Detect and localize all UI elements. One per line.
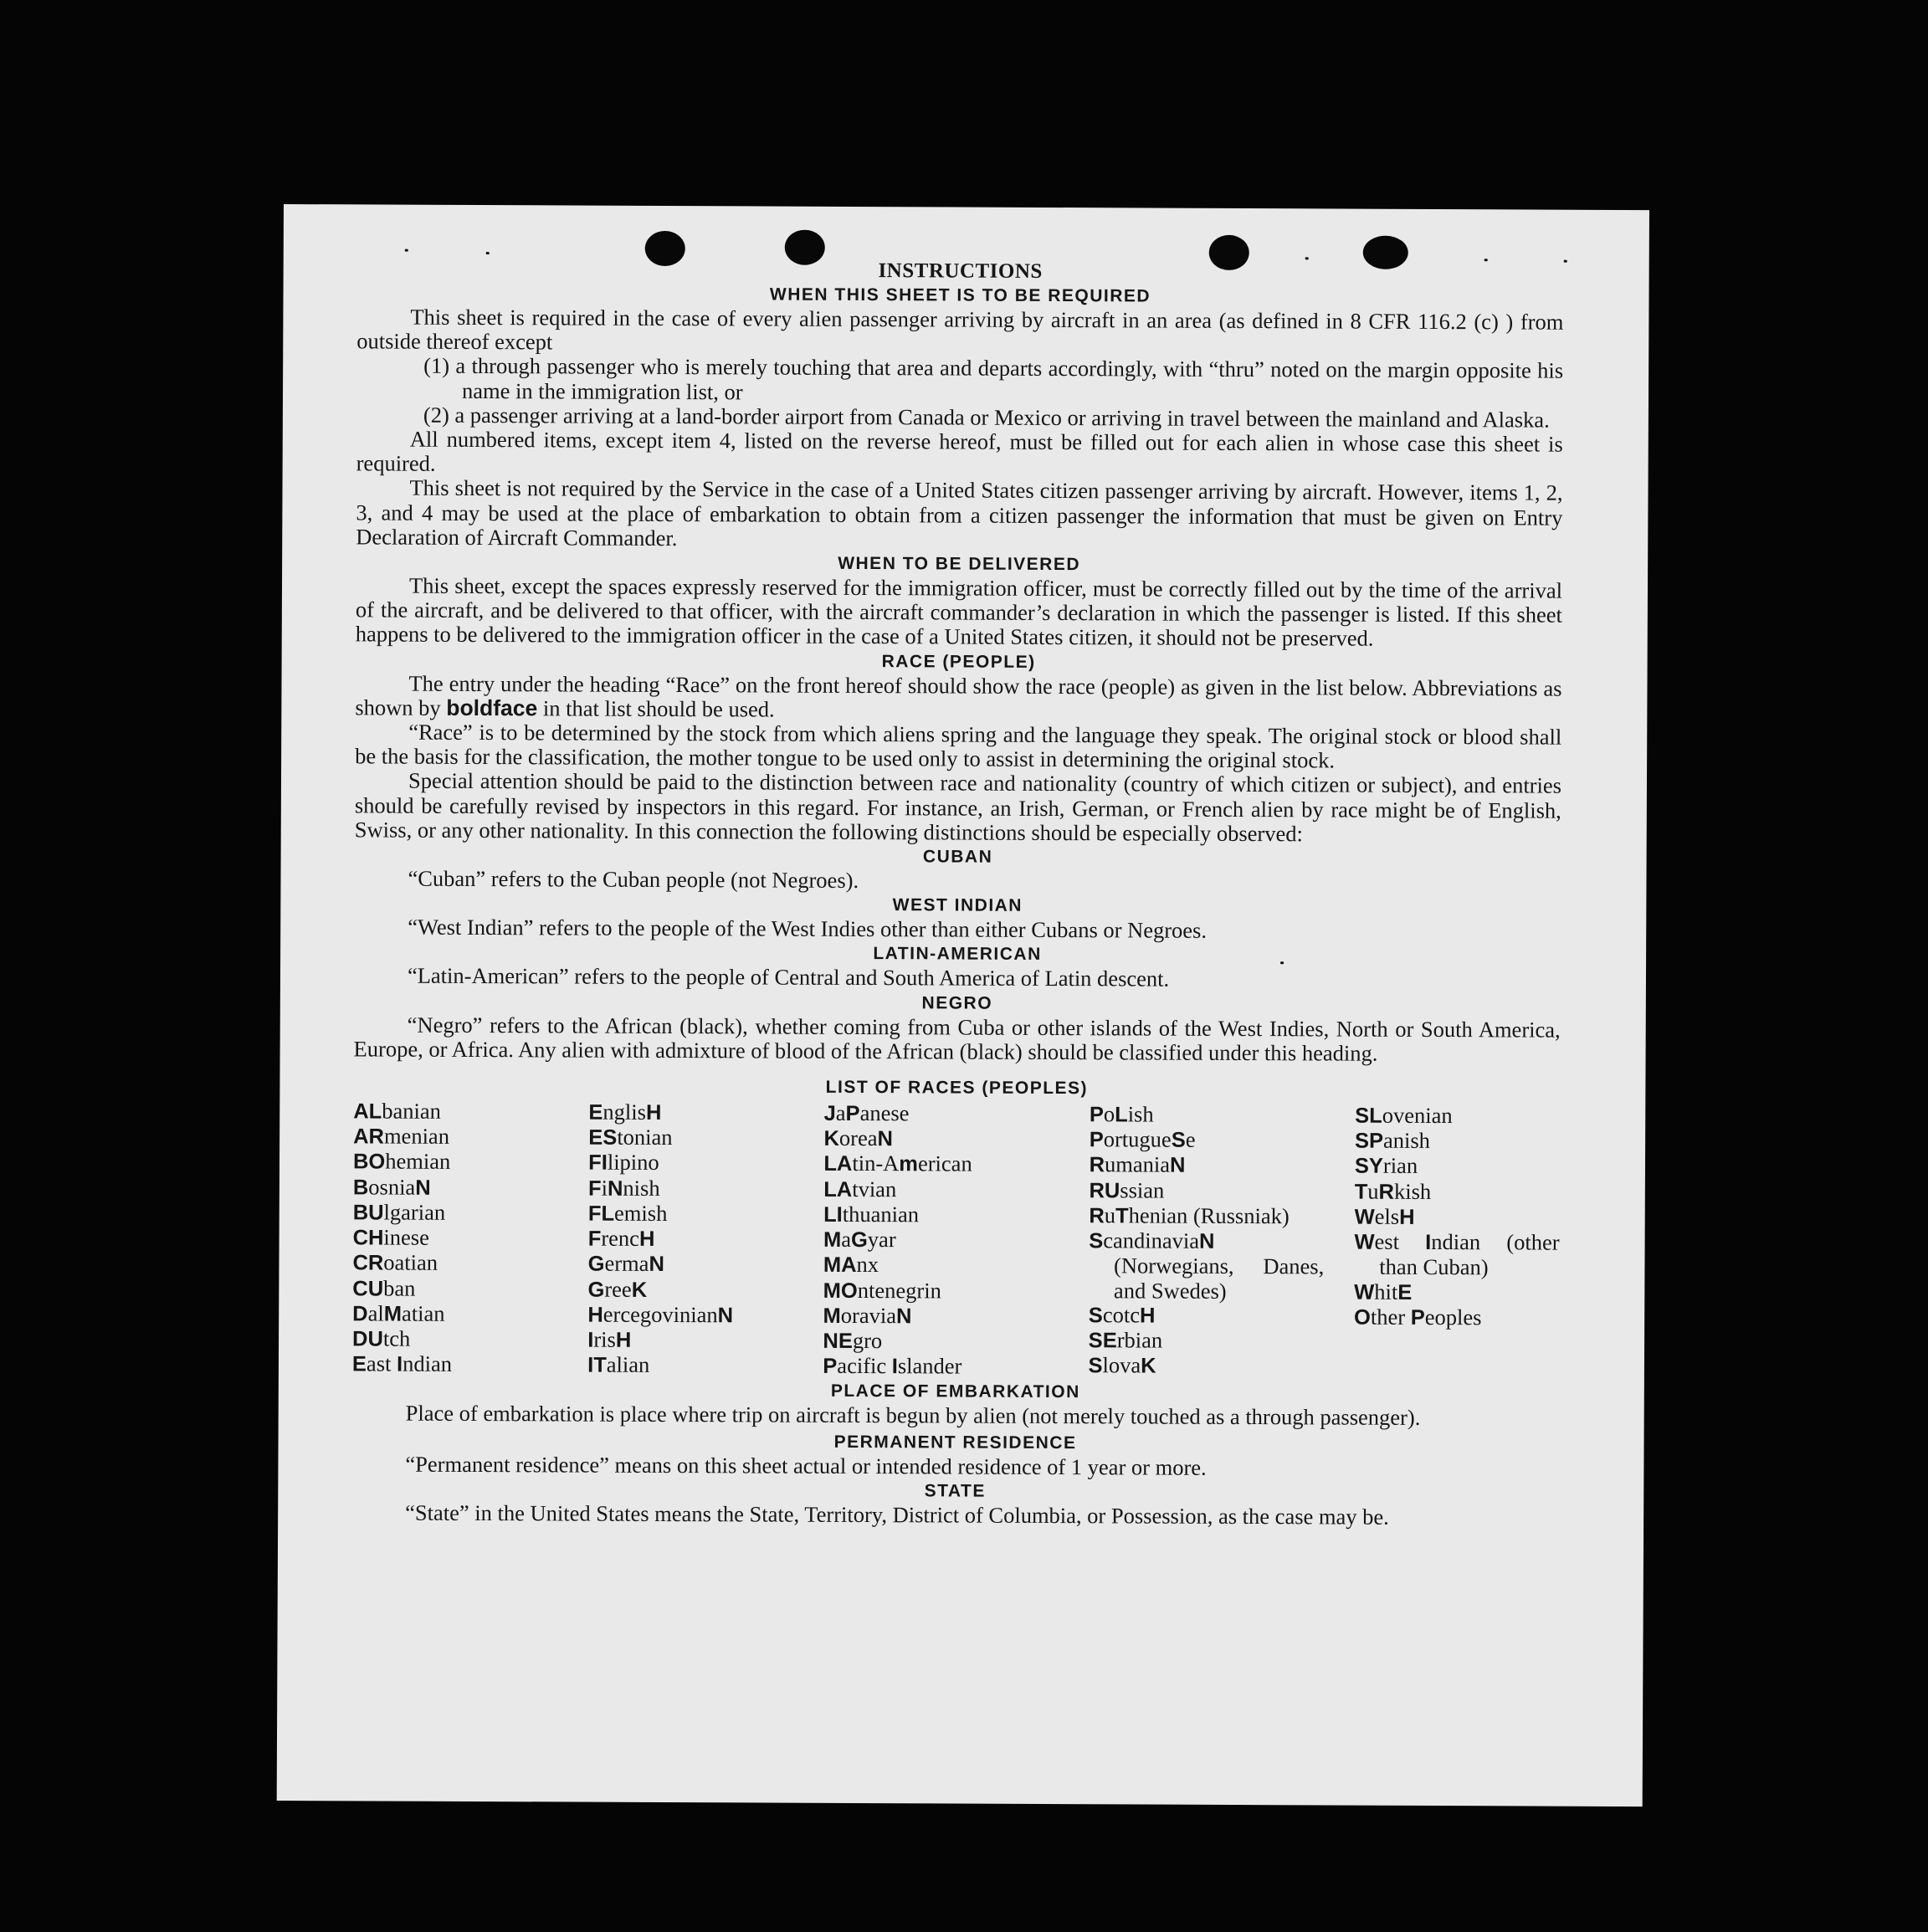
race-entry: KoreaN xyxy=(823,1125,894,1151)
race-entry: SPanish xyxy=(1354,1128,1431,1154)
race-column xyxy=(823,1101,1059,1380)
race-entry: WhitE xyxy=(1354,1279,1413,1304)
race-list xyxy=(352,1099,1560,1382)
race-entry: BosniaN xyxy=(352,1174,431,1200)
paper-speck xyxy=(1305,257,1309,259)
race-column xyxy=(587,1100,794,1379)
exception-item-1: (1) a through passenger who is merely touching that area and departs accordingly, with “thru” noted on the margin opposite his name in the immigration list, or xyxy=(423,353,1564,405)
race-entry: SErbian xyxy=(1088,1327,1163,1353)
race-entry: GreeK xyxy=(587,1276,648,1302)
exception-item-2: (2) a passenger arriving at a land-border airport from Canada or Mexico or arriving in travel between the mainland and Alaska. xyxy=(423,402,1550,433)
section-heading-permanent-residence: PERMANENT RESIDENCE xyxy=(833,1432,1077,1453)
text-run: The entry under the heading “Race” on the front hereof should show the race (people) as given in the list below. Abbreviations as shown by xyxy=(355,670,1562,720)
section-heading-when-required: WHEN THIS SHEET IS TO BE REQUIRED xyxy=(769,284,1151,306)
paragraph: “Race” is to be determined by the stock from which aliens spring and the language they speak. The original stock or blood shall be the basis for the classification, the mother tongue to be used only to assist in determining the original stock. xyxy=(355,719,1562,773)
race-column xyxy=(352,1099,559,1377)
race-entry: RUssian xyxy=(1089,1177,1165,1203)
paragraph: This sheet is not required by the Service in the case of a United States citizen passenger arriving by aircraft. However, items 1, 2, 3, and 4 may be used at the place of embarkation to obtain from a citizen passenger the information that must be given on Entry Declaration of Aircraft Commander. xyxy=(356,475,1563,551)
race-entry: FiNnish xyxy=(587,1175,660,1201)
race-entry: SYrian xyxy=(1354,1153,1418,1179)
race-entry: DalMatian xyxy=(352,1300,445,1326)
race-entry: ARmenian xyxy=(353,1123,450,1150)
page-title: INSTRUCTIONS xyxy=(878,259,1043,283)
race-entry: MAnx xyxy=(823,1252,879,1278)
race-entry: MoraviaN xyxy=(823,1302,912,1328)
section-heading-list-of-races: LIST OF RACES (PEOPLES) xyxy=(825,1077,1089,1099)
race-entry: ScotcH xyxy=(1088,1301,1156,1328)
paragraph: This sheet is required in the case of every alien passenger arriving by aircraft in an area (as defined in 8 CFR 116.2 (c) ) from outside thereof except xyxy=(356,304,1564,355)
definition-text: “Cuban” refers to the Cuban people (not Negroes). xyxy=(408,865,859,894)
race-entry: WelsH xyxy=(1354,1203,1415,1229)
definition-text: “Permanent residence” means on this sheet actual or intended residence of 1 year or more. xyxy=(405,1451,1207,1480)
race-entry: EnglisH xyxy=(588,1099,662,1125)
race-entry: BOhemian xyxy=(352,1149,451,1175)
definition-text: “State” in the United States means the State, Territory, District of Columbia, or Possession, as the case may be. xyxy=(405,1499,1389,1530)
race-entry: IrisH xyxy=(587,1326,632,1352)
section-heading-negro: NEGRO xyxy=(921,993,993,1013)
paragraph: Special attention should be paid to the distinction between race and nationality (country of which citizen or subject), and entries should be carefully revised by inspectors in this regard. For instance, an Irish, German, or French alien by race might be of English, Swiss, or any other nationality. In this connection the following distinctions should be especially observed: xyxy=(354,768,1562,847)
race-entry: ITalian xyxy=(587,1351,650,1378)
race-entry: EStonian xyxy=(588,1125,673,1150)
race-entry: PortugueSe xyxy=(1089,1126,1196,1153)
race-entry: NEgro xyxy=(823,1327,883,1354)
paper-speck xyxy=(1564,260,1567,263)
section-heading-latin-american: LATIN-AMERICAN xyxy=(873,944,1042,965)
paragraph: All numbered items, except item 4, listed on the reverse hereof, must be filled out for each alien in whose case this sheet is required. xyxy=(356,426,1563,477)
instructions-body xyxy=(351,256,1564,1530)
race-entry: PoLish xyxy=(1089,1101,1154,1127)
race-entry: CHinese xyxy=(352,1224,429,1250)
race-entry: LIthuanian xyxy=(823,1201,920,1227)
text-run: in that list should be used. xyxy=(542,695,775,722)
paragraph: This sheet, except the spaces expressly reserved for the immigration officer, must be correctly filled out by the time of the arrival of the aircraft, and be delivered to that officer, with the aircraft commander’s declaration in which the passenger is listed. If this sheet happens to be delivered to the immigration officer in the case of a United States citizen, it should not be preserved. xyxy=(355,572,1563,652)
race-entry: BUlgarian xyxy=(352,1199,446,1225)
race-entry: Other Peoples xyxy=(1354,1304,1482,1330)
race-entry: West Indian (other than Cuban) xyxy=(1354,1228,1560,1280)
race-entry: FLemish xyxy=(587,1200,668,1226)
definition-text: Place of embarkation is place where trip on aircraft is begun by alien (not merely touched as a through passenger). xyxy=(405,1400,1421,1431)
race-entry: LAtin-American xyxy=(823,1150,972,1177)
race-entry: CRoatian xyxy=(352,1249,438,1276)
section-heading-state: STATE xyxy=(924,1481,986,1501)
section-heading-when-delivered: WHEN TO BE DELIVERED xyxy=(838,553,1081,575)
race-entry: ScandinaviaN (Norwegians, Danes, and Swedes) xyxy=(1089,1227,1325,1304)
boldface-word: boldface xyxy=(446,694,538,721)
section-heading-race: RACE (PEOPLE) xyxy=(881,651,1036,672)
race-entry: East Indian xyxy=(351,1350,453,1376)
definition-text: “West Indian” refers to the people of the West Indies other than either Cubans or Negroes. xyxy=(408,914,1208,944)
race-entry: MaGyar xyxy=(823,1227,896,1253)
section-heading-west-indian: WEST INDIAN xyxy=(892,895,1023,916)
race-column xyxy=(1089,1102,1326,1381)
paper-speck xyxy=(405,249,408,252)
race-entry: SLovenian xyxy=(1355,1102,1453,1129)
race-entry: FrencH xyxy=(587,1225,655,1252)
document-sheet xyxy=(277,204,1649,1806)
section-heading-embarkation: PLACE OF EMBARKATION xyxy=(830,1381,1080,1402)
definition-text: “Negro” refers to the African (black), whether coming from Cuba or other islands of the West Indies, North or South America, Europe, or Africa. Any alien with admixture of blood of the African (black) should be classified under this heading. xyxy=(353,1012,1561,1066)
race-entry: SlovaK xyxy=(1088,1352,1156,1378)
section-heading-cuban: CUBAN xyxy=(922,847,993,867)
definition-text: “Latin-American” refers to the people of Central and South America of Latin descent. xyxy=(407,963,1170,992)
race-column xyxy=(1354,1104,1561,1382)
race-entry: CUban xyxy=(352,1275,416,1301)
race-entry: FIlipino xyxy=(588,1150,659,1176)
race-entry: DUtch xyxy=(352,1325,411,1351)
race-entry: Pacific Islander xyxy=(823,1353,962,1379)
race-entry: LAtvian xyxy=(823,1176,897,1202)
race-entry: RumaniaN xyxy=(1089,1151,1186,1178)
paper-speck xyxy=(486,252,490,254)
race-entry: HercegovinianN xyxy=(587,1301,734,1328)
race-entry: GermaN xyxy=(587,1250,664,1277)
race-entry: RuThenian (Russniak) xyxy=(1089,1202,1290,1229)
race-entry: ALbanian xyxy=(353,1098,441,1124)
paragraph xyxy=(355,671,1561,725)
race-entry: JaPanese xyxy=(823,1099,910,1126)
race-entry: MOntenegrin xyxy=(823,1277,941,1303)
race-entry: TuRkish xyxy=(1354,1178,1432,1204)
